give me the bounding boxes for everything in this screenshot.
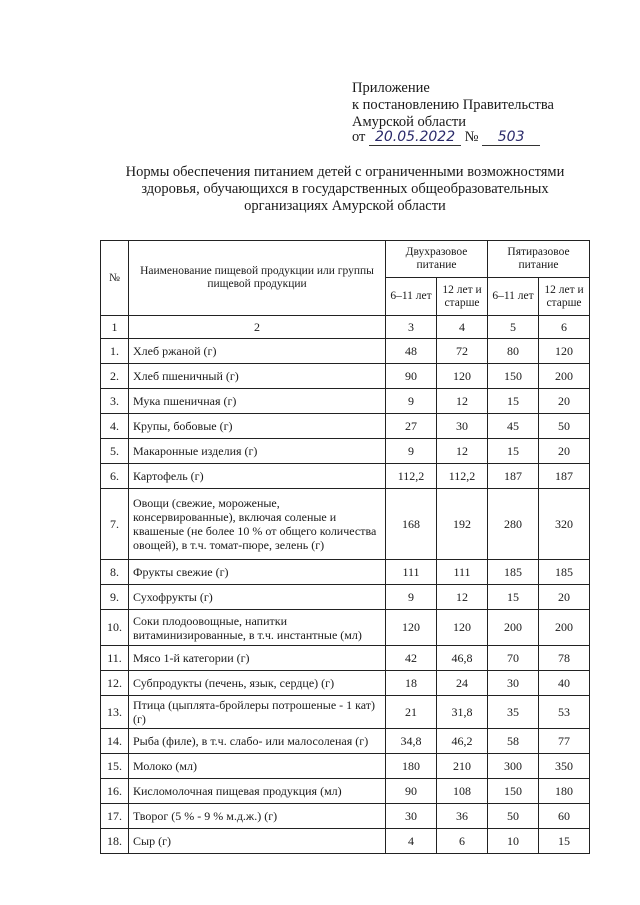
product-name: Хлеб пшеничный (г) [129,364,386,389]
product-name: Картофель (г) [129,464,386,489]
row-number: 5. [101,439,129,464]
header-age-12-five: 12 лет и старше [539,278,590,316]
norm-value: 90 [386,364,437,389]
norm-value: 200 [539,610,590,646]
table-row [101,364,590,389]
col-number: 5 [488,316,539,339]
norm-value: 168 [386,489,437,560]
norm-value: 192 [437,489,488,560]
row-number: 10. [101,610,129,646]
order-date-number [352,129,540,146]
row-number: 12. [101,671,129,696]
product-name: Мука пшеничная (г) [129,389,386,414]
norm-value: 31,8 [437,696,488,729]
col-number: 1 [101,316,129,339]
norm-value: 50 [539,414,590,439]
row-number: 17. [101,804,129,829]
norm-value: 200 [488,610,539,646]
product-name: Субпродукты (печень, язык, сердце) (г) [129,671,386,696]
norm-value: 200 [539,364,590,389]
norm-value: 77 [539,729,590,754]
table-row [101,464,590,489]
norm-value: 80 [488,339,539,364]
header-name: Наименование пищевой продукции или группы пищевой продукции [129,241,386,316]
norm-value: 12 [437,585,488,610]
row-number: 3. [101,389,129,414]
norm-value: 46,2 [437,729,488,754]
norm-value: 9 [386,439,437,464]
table-row [101,560,590,585]
norm-value: 112,2 [386,464,437,489]
table-row [101,489,590,560]
table-row [101,696,590,729]
norm-value: 34,8 [386,729,437,754]
header-age-6-11-two: 6–11 лет [386,278,437,316]
row-number: 4. [101,414,129,439]
row-number: 15. [101,754,129,779]
norm-value: 120 [437,610,488,646]
norm-value: 6 [437,829,488,854]
norm-value: 150 [488,364,539,389]
norm-value: 120 [539,339,590,364]
product-name: Кисломолочная пищевая продукция (мл) [129,779,386,804]
product-name: Сухофрукты (г) [129,585,386,610]
norm-value: 180 [386,754,437,779]
norm-value: 15 [488,439,539,464]
norm-value: 10 [488,829,539,854]
norm-value: 120 [437,364,488,389]
norm-value: 15 [488,585,539,610]
norm-value: 12 [437,389,488,414]
product-name: Овощи (свежие, мороженые, консервированные), включая соленые и квашеные (не более 10 % от общего количества овощей), в т.ч. томат-пюре, зелень (г) [129,489,386,560]
product-name: Творог (5 % - 9 % м.д.ж.) (г) [129,804,386,829]
row-number: 18. [101,829,129,854]
document-title: Нормы обеспечения питанием детей с ограниченными возможностями здоровья, обучающихся в государственных общеобразовательных организациях Амурской области [125,164,565,214]
product-name: Соки плодоовощные, напитки витаминизированные, в т.ч. инстантные (мл) [129,610,386,646]
row-number: 13. [101,696,129,729]
norm-value: 53 [539,696,590,729]
norm-value: 40 [539,671,590,696]
row-number: 7. [101,489,129,560]
table-row [101,671,590,696]
table-row [101,729,590,754]
norm-value: 9 [386,389,437,414]
table-row [101,754,590,779]
product-name: Крупы, бобовые (г) [129,414,386,439]
norm-value: 27 [386,414,437,439]
norm-value: 187 [539,464,590,489]
table-row [101,414,590,439]
norm-value: 210 [437,754,488,779]
norm-value: 180 [539,779,590,804]
norm-value: 15 [488,389,539,414]
table-row [101,610,590,646]
norm-value: 20 [539,439,590,464]
norm-value: 35 [488,696,539,729]
norm-value: 15 [539,829,590,854]
norm-value: 20 [539,389,590,414]
table-row [101,439,590,464]
norm-value: 187 [488,464,539,489]
norm-value: 30 [386,804,437,829]
annex-title: Приложение [352,80,430,96]
norm-value: 108 [437,779,488,804]
row-number: 2. [101,364,129,389]
row-number: 11. [101,646,129,671]
norm-value: 18 [386,671,437,696]
norm-value: 185 [488,560,539,585]
row-number: 16. [101,779,129,804]
norm-value: 21 [386,696,437,729]
header-group-two-meals: Двухразовое питание [386,241,488,278]
row-number: 14. [101,729,129,754]
norm-value: 50 [488,804,539,829]
product-name: Макаронные изделия (г) [129,439,386,464]
norm-value: 9 [386,585,437,610]
norm-value: 30 [437,414,488,439]
table-row [101,829,590,854]
row-number: 9. [101,585,129,610]
norm-value: 111 [386,560,437,585]
norm-value: 185 [539,560,590,585]
norm-value: 150 [488,779,539,804]
norm-value: 24 [437,671,488,696]
norm-value: 58 [488,729,539,754]
col-number: 2 [129,316,386,339]
norm-value: 45 [488,414,539,439]
row-number: 1. [101,339,129,364]
table-row [101,646,590,671]
norm-value: 42 [386,646,437,671]
norm-value: 20 [539,585,590,610]
header-age-6-11-five: 6–11 лет [488,278,539,316]
number-label: № [464,129,479,145]
col-number: 6 [539,316,590,339]
handwritten-date: 20.05.2022 [369,129,461,146]
norms-table [100,240,590,854]
norm-value: 320 [539,489,590,560]
norm-value: 90 [386,779,437,804]
column-number-row [101,316,590,339]
annex-block [352,80,554,131]
norm-value: 78 [539,646,590,671]
norm-value: 70 [488,646,539,671]
table-row [101,804,590,829]
norm-value: 48 [386,339,437,364]
norm-value: 4 [386,829,437,854]
norm-value: 350 [539,754,590,779]
norm-value: 60 [539,804,590,829]
norm-value: 111 [437,560,488,585]
product-name: Мясо 1-й категории (г) [129,646,386,671]
product-name: Птица (цыплята-бройлеры потрошеные - 1 кат) (г) [129,696,386,729]
norm-value: 12 [437,439,488,464]
header-group-five-meals: Пятиразовое питание [488,241,590,278]
product-name: Сыр (г) [129,829,386,854]
annex-decree-line: к постановлению Правительства [352,97,554,113]
table-row [101,779,590,804]
norm-value: 280 [488,489,539,560]
norm-value: 300 [488,754,539,779]
norm-value: 46,8 [437,646,488,671]
header-age-12-two: 12 лет и старше [437,278,488,316]
annex-region-line: Амурской области [352,114,466,130]
norm-value: 36 [437,804,488,829]
table-row [101,339,590,364]
row-number: 8. [101,560,129,585]
row-number: 6. [101,464,129,489]
from-label: от [352,129,366,145]
norm-value: 112,2 [437,464,488,489]
product-name: Рыба (филе), в т.ч. слабо- или малосоленая (г) [129,729,386,754]
norm-value: 120 [386,610,437,646]
col-number: 4 [437,316,488,339]
table-row [101,585,590,610]
table-row [101,389,590,414]
handwritten-number: 503 [482,129,540,146]
product-name: Молоко (мл) [129,754,386,779]
product-name: Фрукты свежие (г) [129,560,386,585]
norm-value: 30 [488,671,539,696]
product-name: Хлеб ржаной (г) [129,339,386,364]
col-number: 3 [386,316,437,339]
header-num: № [101,241,129,316]
norm-value: 72 [437,339,488,364]
